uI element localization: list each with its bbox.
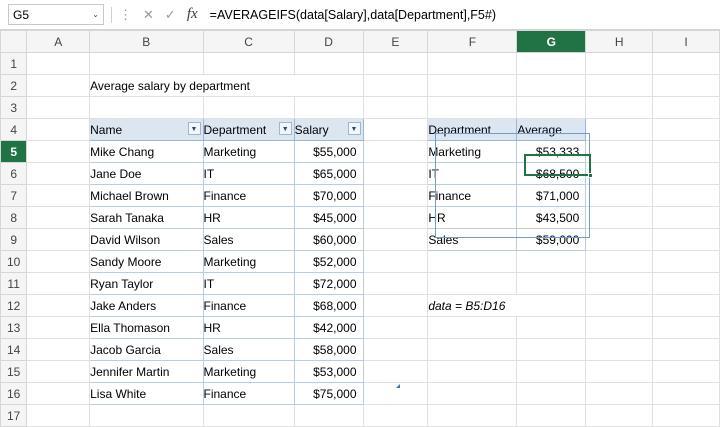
cell-h8[interactable] <box>586 207 653 229</box>
cell-f16[interactable] <box>428 383 517 405</box>
cell-b16[interactable]: Lisa White <box>90 383 203 405</box>
cell-a12[interactable] <box>27 295 90 317</box>
cell-g1[interactable] <box>517 53 586 75</box>
cell-g2[interactable] <box>517 75 586 97</box>
cell-g5[interactable]: $53,333 <box>517 141 586 163</box>
table-column-header-salary[interactable] <box>294 119 363 141</box>
row-header-10[interactable]: 10 <box>1 251 27 273</box>
cell-g11[interactable] <box>517 273 586 295</box>
cell-c10[interactable]: Marketing <box>203 251 294 273</box>
cell-e2[interactable] <box>363 75 428 97</box>
cell-c1[interactable] <box>203 53 294 75</box>
table-row <box>1 163 720 185</box>
cell-c12[interactable]: Finance <box>203 295 294 317</box>
function-icon[interactable]: fx <box>186 6 198 22</box>
formula-input[interactable]: =AVERAGEIFS(data[Salary],data[Department],F5#) <box>209 7 496 22</box>
row-header-4[interactable]: 4 <box>1 119 27 141</box>
cell-e8[interactable] <box>363 207 428 229</box>
table-row <box>1 97 720 119</box>
cell-c6[interactable]: IT <box>203 163 294 185</box>
cell-a14[interactable] <box>27 339 90 361</box>
cell-h2[interactable] <box>586 75 653 97</box>
cell-e4[interactable] <box>363 119 428 141</box>
cell-e13[interactable] <box>363 317 428 339</box>
cell-g15[interactable] <box>517 361 586 383</box>
row-header-13[interactable]: 13 <box>1 317 27 339</box>
cell-h13[interactable] <box>586 317 653 339</box>
row-header-2[interactable]: 2 <box>1 75 27 97</box>
cell-b10[interactable]: Sandy Moore <box>90 251 203 273</box>
cell-e11[interactable] <box>363 273 428 295</box>
cell-h7[interactable] <box>586 185 653 207</box>
table-row <box>1 383 720 405</box>
cell-c13[interactable]: HR <box>203 317 294 339</box>
cell-h17[interactable] <box>586 405 653 427</box>
cell-b3[interactable] <box>90 97 203 119</box>
cell-c15[interactable]: Marketing <box>203 361 294 383</box>
cell-b6[interactable]: Jane Doe <box>90 163 203 185</box>
cell-f17[interactable] <box>428 405 517 427</box>
cell-h3[interactable] <box>586 97 653 119</box>
cell-e16[interactable] <box>363 383 428 405</box>
spreadsheet-grid[interactable] <box>0 30 720 423</box>
row-header-6[interactable]: 6 <box>1 163 27 185</box>
cell-a11[interactable] <box>27 273 90 295</box>
cell-d9[interactable]: $60,000 <box>294 229 363 251</box>
column-header-f[interactable]: F <box>428 31 517 53</box>
cell-d1[interactable] <box>294 53 363 75</box>
cell-e7[interactable] <box>363 185 428 207</box>
select-all-corner[interactable] <box>1 31 27 53</box>
cell-b14[interactable]: Jacob Garcia <box>90 339 203 361</box>
cell-e17[interactable] <box>363 405 428 427</box>
cell-e12[interactable] <box>363 295 428 317</box>
table-row <box>1 339 720 361</box>
cell-g17[interactable] <box>517 405 586 427</box>
column-header-h[interactable]: H <box>586 31 653 53</box>
cell-a17[interactable] <box>27 405 90 427</box>
header-label: Salary <box>294 122 329 137</box>
cell-h5[interactable] <box>586 141 653 163</box>
row-header-8[interactable]: 8 <box>1 207 27 229</box>
cell-a5[interactable] <box>27 141 90 163</box>
cell-i10[interactable] <box>653 251 720 273</box>
cell-d3[interactable] <box>294 97 363 119</box>
table-column-header-department[interactable] <box>203 119 294 141</box>
cell-h1[interactable] <box>586 53 653 75</box>
cell-g13[interactable] <box>517 317 586 339</box>
table-header-row <box>1 119 720 141</box>
cell-b7[interactable]: Michael Brown <box>90 185 203 207</box>
column-header-b[interactable]: B <box>90 31 203 53</box>
cell-i4[interactable] <box>653 119 720 141</box>
cell-g7[interactable]: $71,000 <box>517 185 586 207</box>
cell-i8[interactable] <box>653 207 720 229</box>
cell-a13[interactable] <box>27 317 90 339</box>
cell-g8[interactable]: $43,500 <box>517 207 586 229</box>
row-header-14[interactable]: 14 <box>1 339 27 361</box>
cell-b9[interactable]: David Wilson <box>90 229 203 251</box>
cell-a16[interactable] <box>27 383 90 405</box>
cell-i17[interactable] <box>653 405 720 427</box>
cell-c17[interactable] <box>203 405 294 427</box>
cell-i2[interactable] <box>653 75 720 97</box>
table-row <box>1 185 720 207</box>
row-header-15[interactable]: 15 <box>1 361 27 383</box>
table-row <box>1 229 720 251</box>
cell-d16[interactable]: $75,000 <box>294 383 363 405</box>
table-row <box>1 273 720 295</box>
row-header-7[interactable]: 7 <box>1 185 27 207</box>
cell-b13[interactable]: Ella Thomason <box>90 317 203 339</box>
menu-icon[interactable]: ⋮ <box>119 6 132 22</box>
cell-i11[interactable] <box>653 273 720 295</box>
cell-e9[interactable] <box>363 229 428 251</box>
cell-i15[interactable] <box>653 361 720 383</box>
cell-i12[interactable] <box>653 295 720 317</box>
name-box[interactable] <box>8 4 104 25</box>
cell-b12[interactable]: Jake Anders <box>90 295 203 317</box>
cell-a8[interactable] <box>27 207 90 229</box>
cell-f9[interactable]: Sales <box>428 229 517 251</box>
cell-a4[interactable] <box>27 119 90 141</box>
row-header-5[interactable]: 5 <box>1 141 27 163</box>
cell-b11[interactable]: Ryan Taylor <box>90 273 203 295</box>
cell-e15[interactable] <box>363 361 428 383</box>
column-header-i[interactable]: I <box>653 31 720 53</box>
confirm-icon[interactable]: ✓ <box>164 6 176 22</box>
header-label: Department <box>203 122 267 137</box>
column-header-c[interactable]: C <box>203 31 294 53</box>
summary-header-average[interactable]: Average <box>517 119 586 141</box>
cell-f2[interactable] <box>428 75 517 97</box>
cell-f11[interactable] <box>428 273 517 295</box>
cell-i13[interactable] <box>653 317 720 339</box>
table-row <box>1 405 720 427</box>
cell-f13[interactable] <box>428 317 517 339</box>
chevron-down-icon[interactable]: ⌄ <box>92 10 99 19</box>
cell-d14[interactable]: $58,000 <box>294 339 363 361</box>
table-row <box>1 53 720 75</box>
sheet-title[interactable]: Average salary by department <box>90 75 363 97</box>
cell-f15[interactable] <box>428 361 517 383</box>
table-row <box>1 141 720 163</box>
filter-dropdown-icon[interactable]: ▼ <box>188 122 201 135</box>
cell-h11[interactable] <box>586 273 653 295</box>
cell-f14[interactable] <box>428 339 517 361</box>
table-row <box>1 317 720 339</box>
cell-c7[interactable]: Finance <box>203 185 294 207</box>
cell-a6[interactable] <box>27 163 90 185</box>
cell-f5[interactable]: Marketing <box>428 141 517 163</box>
cell-c3[interactable] <box>203 97 294 119</box>
cell-d7[interactable]: $70,000 <box>294 185 363 207</box>
cell-h10[interactable] <box>586 251 653 273</box>
cell-c16[interactable]: Finance <box>203 383 294 405</box>
data-range-note[interactable]: data = B5:D16 <box>428 295 586 317</box>
cancel-icon[interactable]: ✕ <box>143 6 154 22</box>
cell-g14[interactable] <box>517 339 586 361</box>
cell-c8[interactable]: HR <box>203 207 294 229</box>
header-label: Name <box>90 122 123 137</box>
name-box-value: G5 <box>13 7 30 22</box>
cell-e6[interactable] <box>363 163 428 185</box>
cell-h4[interactable] <box>586 119 653 141</box>
cell-g6[interactable]: $68,500 <box>517 163 586 185</box>
cell-b8[interactable]: Sarah Tanaka <box>90 207 203 229</box>
table-row <box>1 75 720 97</box>
cell-d15[interactable]: $53,000 <box>294 361 363 383</box>
row-header-16[interactable]: 16 <box>1 383 27 405</box>
filter-dropdown-icon[interactable]: ▼ <box>279 122 292 135</box>
row-header-17[interactable]: 17 <box>1 405 27 427</box>
cell-a3[interactable] <box>27 97 90 119</box>
cell-e1[interactable] <box>363 53 428 75</box>
table-row <box>1 251 720 273</box>
cell-d6[interactable]: $65,000 <box>294 163 363 185</box>
cell-h9[interactable] <box>586 229 653 251</box>
cell-e3[interactable] <box>363 97 428 119</box>
divider <box>111 7 112 23</box>
filter-dropdown-icon[interactable]: ▼ <box>348 122 361 135</box>
cell-g3[interactable] <box>517 97 586 119</box>
cell-d17[interactable] <box>294 405 363 427</box>
cell-i6[interactable] <box>653 163 720 185</box>
cell-a10[interactable] <box>27 251 90 273</box>
summary-header-department[interactable]: Department <box>428 119 517 141</box>
row-header-12[interactable]: 12 <box>1 295 27 317</box>
cell-g16[interactable] <box>517 383 586 405</box>
row-header-1[interactable]: 1 <box>1 53 27 75</box>
cell-g10[interactable] <box>517 251 586 273</box>
cell-b5[interactable]: Mike Chang <box>90 141 203 163</box>
row-header-3[interactable]: 3 <box>1 97 27 119</box>
cell-i3[interactable] <box>653 97 720 119</box>
column-header-a[interactable]: A <box>27 31 90 53</box>
cell-h16[interactable] <box>586 383 653 405</box>
column-header-e[interactable]: E <box>363 31 428 53</box>
cell-f3[interactable] <box>428 97 517 119</box>
column-header-row <box>1 31 720 53</box>
cell-i1[interactable] <box>653 53 720 75</box>
table-row <box>1 361 720 383</box>
cell-d13[interactable]: $42,000 <box>294 317 363 339</box>
cell-b17[interactable] <box>90 405 203 427</box>
cell-i16[interactable] <box>653 383 720 405</box>
cell-f6[interactable]: IT <box>428 163 517 185</box>
table-row <box>1 295 720 317</box>
cell-d12[interactable]: $68,000 <box>294 295 363 317</box>
cell-h12[interactable] <box>586 295 653 317</box>
cell-e5[interactable] <box>363 141 428 163</box>
cell-c14[interactable]: Sales <box>203 339 294 361</box>
cell-c11[interactable]: IT <box>203 273 294 295</box>
cell-d10[interactable]: $52,000 <box>294 251 363 273</box>
cell-f1[interactable] <box>428 53 517 75</box>
cell-b1[interactable] <box>90 53 203 75</box>
cell-f8[interactable]: HR <box>428 207 517 229</box>
table-row <box>1 207 720 229</box>
cell-i14[interactable] <box>653 339 720 361</box>
cell-h6[interactable] <box>586 163 653 185</box>
cell-d11[interactable]: $72,000 <box>294 273 363 295</box>
formula-bar <box>0 0 720 30</box>
cell-a15[interactable] <box>27 361 90 383</box>
column-header-d[interactable]: D <box>294 31 363 53</box>
cell-g9[interactable]: $59,000 <box>517 229 586 251</box>
cell-e14[interactable] <box>363 339 428 361</box>
cell-a7[interactable] <box>27 185 90 207</box>
cell-c5[interactable]: Marketing <box>203 141 294 163</box>
cell-a9[interactable] <box>27 229 90 251</box>
row-header-11[interactable]: 11 <box>1 273 27 295</box>
cell-b15[interactable]: Jennifer Martin <box>90 361 203 383</box>
cell-h14[interactable] <box>586 339 653 361</box>
cell-i9[interactable] <box>653 229 720 251</box>
cell-e10[interactable] <box>363 251 428 273</box>
cell-f10[interactable] <box>428 251 517 273</box>
cell-i7[interactable] <box>653 185 720 207</box>
row-header-9[interactable]: 9 <box>1 229 27 251</box>
cell-a2[interactable] <box>27 75 90 97</box>
cell-i5[interactable] <box>653 141 720 163</box>
cell-d5[interactable]: $55,000 <box>294 141 363 163</box>
fill-handle[interactable] <box>588 173 593 178</box>
cell-f7[interactable]: Finance <box>428 185 517 207</box>
cell-a1[interactable] <box>27 53 90 75</box>
column-header-g[interactable]: G <box>517 31 586 53</box>
cell-h15[interactable] <box>586 361 653 383</box>
cell-c9[interactable]: Sales <box>203 229 294 251</box>
table-column-header-name[interactable] <box>90 119 203 141</box>
sheet-table <box>0 30 720 427</box>
cell-d8[interactable]: $45,000 <box>294 207 363 229</box>
